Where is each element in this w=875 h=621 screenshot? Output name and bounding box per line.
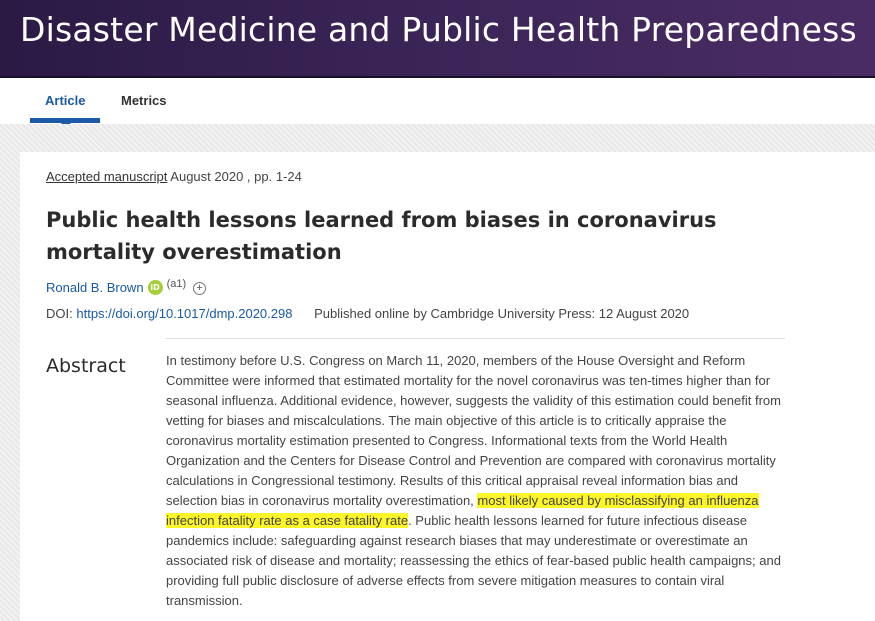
abstract-highlighted-text: most likely caused by misclassifying an influenza infection fatality rate as a case fatality rate <box>166 493 759 528</box>
orcid-icon[interactable]: iD <box>148 280 163 295</box>
article-meta <box>46 169 302 184</box>
doi-link[interactable]: https://doi.org/10.1017/dmp.2020.298 <box>76 306 293 321</box>
author-row <box>46 277 206 295</box>
article-tabs <box>0 78 875 124</box>
tab-article[interactable]: Article <box>45 93 86 108</box>
section-divider <box>165 338 785 339</box>
expand-author-plus-icon[interactable]: + <box>193 282 206 295</box>
author-name-link[interactable]: Ronald B. Brown <box>46 280 144 295</box>
accepted-manuscript-link[interactable]: Accepted manuscript <box>46 169 168 184</box>
article-card <box>20 152 875 621</box>
author-affiliation: (a1) <box>166 277 187 290</box>
article-title: Public health lessons learned from biases in coronavirus mortality overestimation <box>46 208 717 264</box>
journal-title[interactable]: Disaster Medicine and Public Health Preparedness <box>20 10 857 49</box>
journal-banner <box>0 0 875 78</box>
abstract-text <box>166 351 781 611</box>
abstract-text-part2: . Public health lessons learned for future infectious disease pandemics include: safeguarding against research biases that may underestimate or overestimate an associated risk of disease and mortality; reassessing the ethics of fear-based public health campaigns; and providing full public disclosure of adverse effects from severe mitigation measures to contain viral transmission. <box>166 513 781 608</box>
tab-metrics[interactable]: Metrics <box>121 93 167 108</box>
abstract-heading: Abstract <box>46 355 126 377</box>
article-date-pages: August 2020 , pp. 1-24 <box>167 169 302 184</box>
doi-label: DOI: <box>46 306 73 321</box>
doi-row <box>46 306 689 321</box>
abstract-text-part1: In testimony before U.S. Congress on March 11, 2020, members of the House Oversight and Reform Committee were informed that estimated mortality for the novel coronavirus was ten-times higher than for seasonal influenza. Additional evidence, however, suggests the validity of this estimation could benefit from vetting for biases and miscalculations. The main objective of this article is to critically appraise the coronavirus mortality estimation presented to Congress. Informational texts from the World Health Organization and the Centers for Disease Control and Prevention are compared with coronavirus mortality calculations in Congressional testimony. Results of this critical appraisal reveal information bias and selection bias in coronavirus mortality overestimation, <box>166 353 781 508</box>
published-info: Published online by Cambridge University Press: 12 August 2020 <box>314 306 690 321</box>
